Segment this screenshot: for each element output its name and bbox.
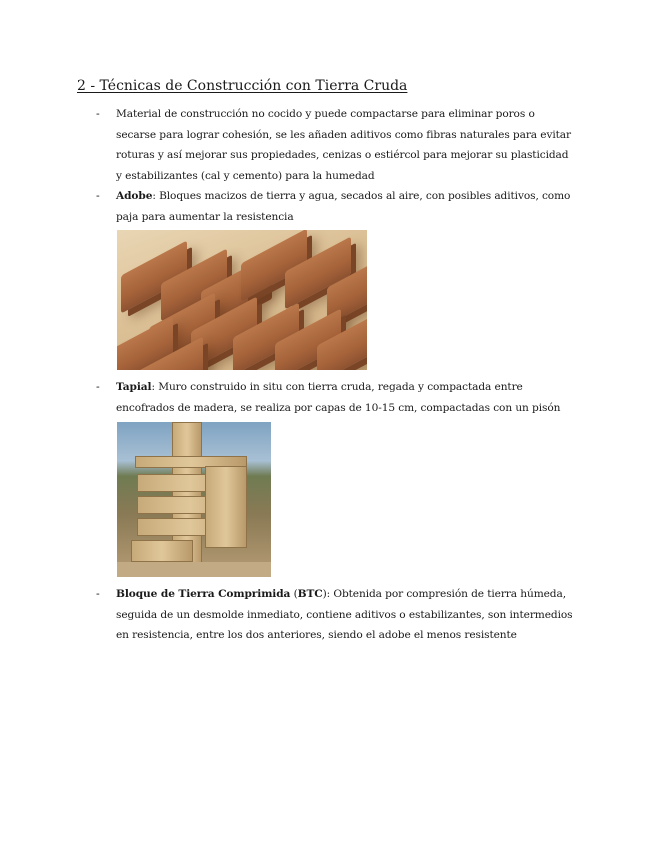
item-term: Adobe xyxy=(116,190,153,202)
section-heading: 2 - Técnicas de Construcción con Tierra Cruda xyxy=(77,78,408,94)
adobe-bricks-image xyxy=(117,230,367,370)
item-text: Material de construcción no cocido y puede compactarse para eliminar poros o secarse para lograr cohesión, se les añaden aditivos como fibras naturales para evitar roturas y así mejorar sus propiedades, cenizas o estiércol para mejorar su plasticidad y estabilizantes (cal y cemento) para la humedad xyxy=(116,108,571,182)
item-term: Bloque de Tierra Comprimida xyxy=(116,588,291,600)
bullet-dash: - xyxy=(96,380,100,393)
rammed-earth-image xyxy=(117,422,271,577)
item-term: Tapial xyxy=(116,381,152,393)
bullet-dash: - xyxy=(96,587,100,600)
item-term-suffix: ( xyxy=(290,588,298,600)
bullet-dash: - xyxy=(96,189,100,202)
item-text: ): Obtenida por compresión de tierra húmeda, seguida de un desmolde inmediato, contiene aditivos o estabilizantes, son intermedios en resistencia, entre los dos anteriores, siendo el adobe el menos resistente xyxy=(116,588,573,641)
bullet-dash: - xyxy=(96,107,100,120)
item-abbr: BTC xyxy=(297,588,323,600)
item-text: : Bloques macizos de tierra y agua, secados al aire, con posibles aditivos, como paja para aumentar la resistencia xyxy=(116,190,571,223)
item-text: : Muro construido in situ con tierra cruda, regada y compactada entre encofrados de madera, se realiza por capas de 10-15 cm, compactadas con un pisón xyxy=(116,381,561,414)
